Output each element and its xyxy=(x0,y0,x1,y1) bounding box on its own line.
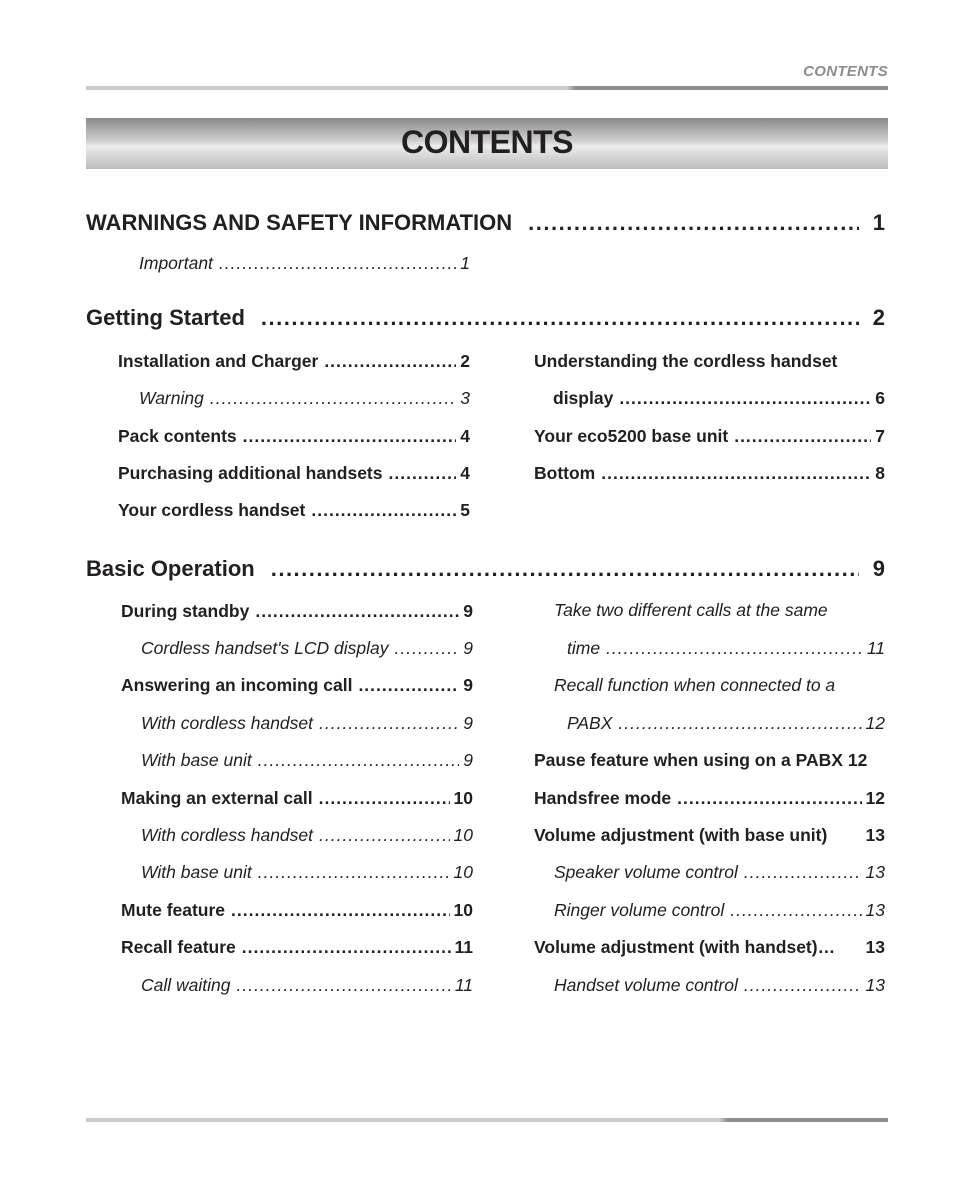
toc-page-number: 12 xyxy=(847,750,868,770)
toc-page-number: 9 xyxy=(463,750,473,770)
leader-dots xyxy=(231,900,449,921)
toc-entry-label: With cordless handset xyxy=(141,825,314,845)
toc-entry[interactable] xyxy=(141,975,473,996)
toc-entry-label: Mute feature xyxy=(121,900,226,920)
toc-entry[interactable] xyxy=(534,463,885,484)
toc-entry-label: Volume adjustment (with base unit) xyxy=(534,825,828,845)
toc-entry[interactable] xyxy=(121,675,473,696)
toc-entry-label: Pause feature when using on a PABX xyxy=(534,750,843,770)
toc-section-title: Basic Operation xyxy=(86,556,255,581)
toc-entry[interactable] xyxy=(534,750,885,771)
leader-dots xyxy=(606,638,863,659)
toc-entry-label: Handsfree mode xyxy=(534,788,672,808)
leader-dots xyxy=(601,463,871,484)
top-rule xyxy=(86,86,888,90)
leader-dots xyxy=(619,388,871,409)
toc-entry-first-line[interactable] xyxy=(534,351,837,372)
toc-section-getting-started[interactable] xyxy=(86,305,885,331)
toc-page-number: 11 xyxy=(454,975,473,995)
toc-entry[interactable] xyxy=(118,463,470,484)
toc-entry-label: Bottom xyxy=(534,463,596,483)
toc-entry-label: Your eco5200 base unit xyxy=(534,426,729,446)
toc-page-number: 13 xyxy=(865,937,885,957)
page-title: CONTENTS xyxy=(401,124,573,160)
leader-dots xyxy=(677,788,861,809)
toc-section-title: WARNINGS AND SAFETY INFORMATION xyxy=(86,210,513,235)
toc-page-number: 2 xyxy=(872,305,885,330)
toc-entry-label: Recall function when connected to a xyxy=(554,675,836,695)
toc-entry[interactable] xyxy=(553,388,885,409)
toc-entry[interactable] xyxy=(121,937,473,958)
toc-entry[interactable] xyxy=(141,750,473,771)
title-banner xyxy=(86,118,888,169)
toc-page-number: 8 xyxy=(875,463,885,483)
toc-entry-label: Purchasing additional handsets xyxy=(118,463,383,483)
toc-entry-label: Ringer volume control xyxy=(554,900,725,920)
toc-page-number: 6 xyxy=(875,388,885,408)
leader-dots xyxy=(324,351,456,372)
toc-page-number: 10 xyxy=(453,900,473,920)
toc-page-number: 2 xyxy=(460,351,470,371)
leader-dots xyxy=(319,788,450,809)
leader-dots xyxy=(271,556,859,582)
toc-entry-label: Recall feature xyxy=(121,937,236,957)
toc-page-number: 7 xyxy=(875,426,885,446)
toc-entry-label: Your cordless handset xyxy=(118,500,306,520)
toc-page-number: 4 xyxy=(460,426,470,446)
toc-page-number: 12 xyxy=(865,788,885,808)
toc-page-number: 13 xyxy=(865,825,885,845)
toc-entry-label: During standby xyxy=(121,601,250,621)
toc-entry[interactable] xyxy=(567,638,885,659)
toc-entry[interactable] xyxy=(118,500,470,521)
toc-entry-label: With cordless handset xyxy=(141,713,314,733)
leader-dots xyxy=(255,601,459,622)
toc-entry[interactable] xyxy=(141,713,473,734)
leader-dots xyxy=(358,675,459,696)
toc-entry[interactable] xyxy=(554,862,885,883)
leader-dots xyxy=(744,862,862,883)
toc-entry[interactable] xyxy=(121,601,473,622)
toc-page-number: 3 xyxy=(460,388,470,408)
leader-dots xyxy=(242,937,451,958)
leader-dots xyxy=(219,253,456,274)
bottom-rule xyxy=(86,1118,888,1122)
toc-page-number: 11 xyxy=(454,937,473,957)
leader-dots xyxy=(734,426,871,447)
leader-dots xyxy=(243,426,457,447)
toc-page-number: 10 xyxy=(453,825,473,845)
toc-page-number: 9 xyxy=(463,601,473,621)
toc-entry-label: Pack contents xyxy=(118,426,237,446)
toc-page-number: 13 xyxy=(865,900,885,920)
toc-entry-label: Speaker volume control xyxy=(554,862,738,882)
toc-entry[interactable] xyxy=(567,713,885,734)
toc-entry[interactable] xyxy=(534,825,885,846)
toc-entry[interactable] xyxy=(534,937,885,958)
leader-dots xyxy=(528,210,859,236)
toc-entry[interactable] xyxy=(554,975,885,996)
leader-dots xyxy=(395,638,460,659)
toc-entry-label: Making an external call xyxy=(121,788,313,808)
toc-section-basic-operation[interactable] xyxy=(86,556,885,582)
toc-entry-label: Take two different calls at the same xyxy=(554,600,828,620)
toc-entry[interactable] xyxy=(118,351,470,372)
toc-entry-label: Installation and Charger xyxy=(118,351,319,371)
toc-entry-label: Cordless handset's LCD display xyxy=(141,638,389,658)
toc-entry-important[interactable] xyxy=(139,253,470,274)
toc-entry-label: With base unit xyxy=(141,750,252,770)
leader-dots xyxy=(311,500,456,521)
leader-dots xyxy=(618,713,861,734)
toc-entry[interactable] xyxy=(141,638,473,659)
leader-dots xyxy=(261,305,859,331)
toc-entry[interactable] xyxy=(141,862,473,883)
toc-page-number: 4 xyxy=(460,463,470,483)
toc-page-number: 1 xyxy=(872,210,885,235)
leader-dots xyxy=(258,862,450,883)
toc-page-number: 10 xyxy=(453,862,473,882)
toc-entry[interactable] xyxy=(534,426,885,447)
toc-entry-label: Volume adjustment (with handset)… xyxy=(534,937,836,957)
toc-entry-label: Understanding the cordless handset xyxy=(534,351,838,371)
toc-page-number: 9 xyxy=(463,713,473,733)
toc-entry-label: Warning xyxy=(139,388,204,408)
toc-page-number: 9 xyxy=(463,638,473,658)
toc-entry[interactable] xyxy=(121,788,473,809)
toc-page-number: 10 xyxy=(453,788,473,808)
toc-entry[interactable] xyxy=(139,388,470,409)
toc-page-number: 1 xyxy=(460,253,470,273)
toc-entry-label: Handset volume control xyxy=(554,975,738,995)
toc-entry[interactable] xyxy=(141,825,473,846)
toc-section-title: Getting Started xyxy=(86,305,245,330)
leader-dots xyxy=(319,825,450,846)
toc-entry-label: Call waiting xyxy=(141,975,231,995)
toc-page-number: 5 xyxy=(460,500,470,520)
toc-page-number: 13 xyxy=(865,862,885,882)
toc-entry-first-line[interactable] xyxy=(554,600,828,621)
toc-entry[interactable] xyxy=(118,426,470,447)
toc-entry[interactable] xyxy=(554,900,885,921)
leader-dots xyxy=(389,463,457,484)
leader-dots xyxy=(730,900,861,921)
toc-page-number: 12 xyxy=(865,713,885,733)
toc-entry-label: PABX xyxy=(567,713,613,733)
leader-dots xyxy=(258,750,460,771)
toc-entry-label: time xyxy=(567,638,601,658)
leader-dots xyxy=(210,388,456,409)
toc-page-number: 13 xyxy=(865,975,885,995)
running-head: CONTENTS xyxy=(803,63,888,80)
toc-page-number: 11 xyxy=(866,638,885,658)
toc-entry[interactable] xyxy=(121,900,473,921)
toc-entry[interactable] xyxy=(534,788,885,809)
toc-entry-label: Answering an incoming call xyxy=(121,675,353,695)
leader-dots xyxy=(236,975,450,996)
leader-dots xyxy=(744,975,862,996)
toc-entry-label: Important xyxy=(139,253,213,273)
toc-section-warnings[interactable] xyxy=(86,210,885,236)
toc-entry-label: display xyxy=(553,388,614,408)
toc-entry-first-line[interactable] xyxy=(554,675,835,696)
leader-dots xyxy=(319,713,459,734)
toc-page-number: 9 xyxy=(872,556,885,581)
toc-page-number: 9 xyxy=(463,675,473,695)
toc-entry-label: With base unit xyxy=(141,862,252,882)
